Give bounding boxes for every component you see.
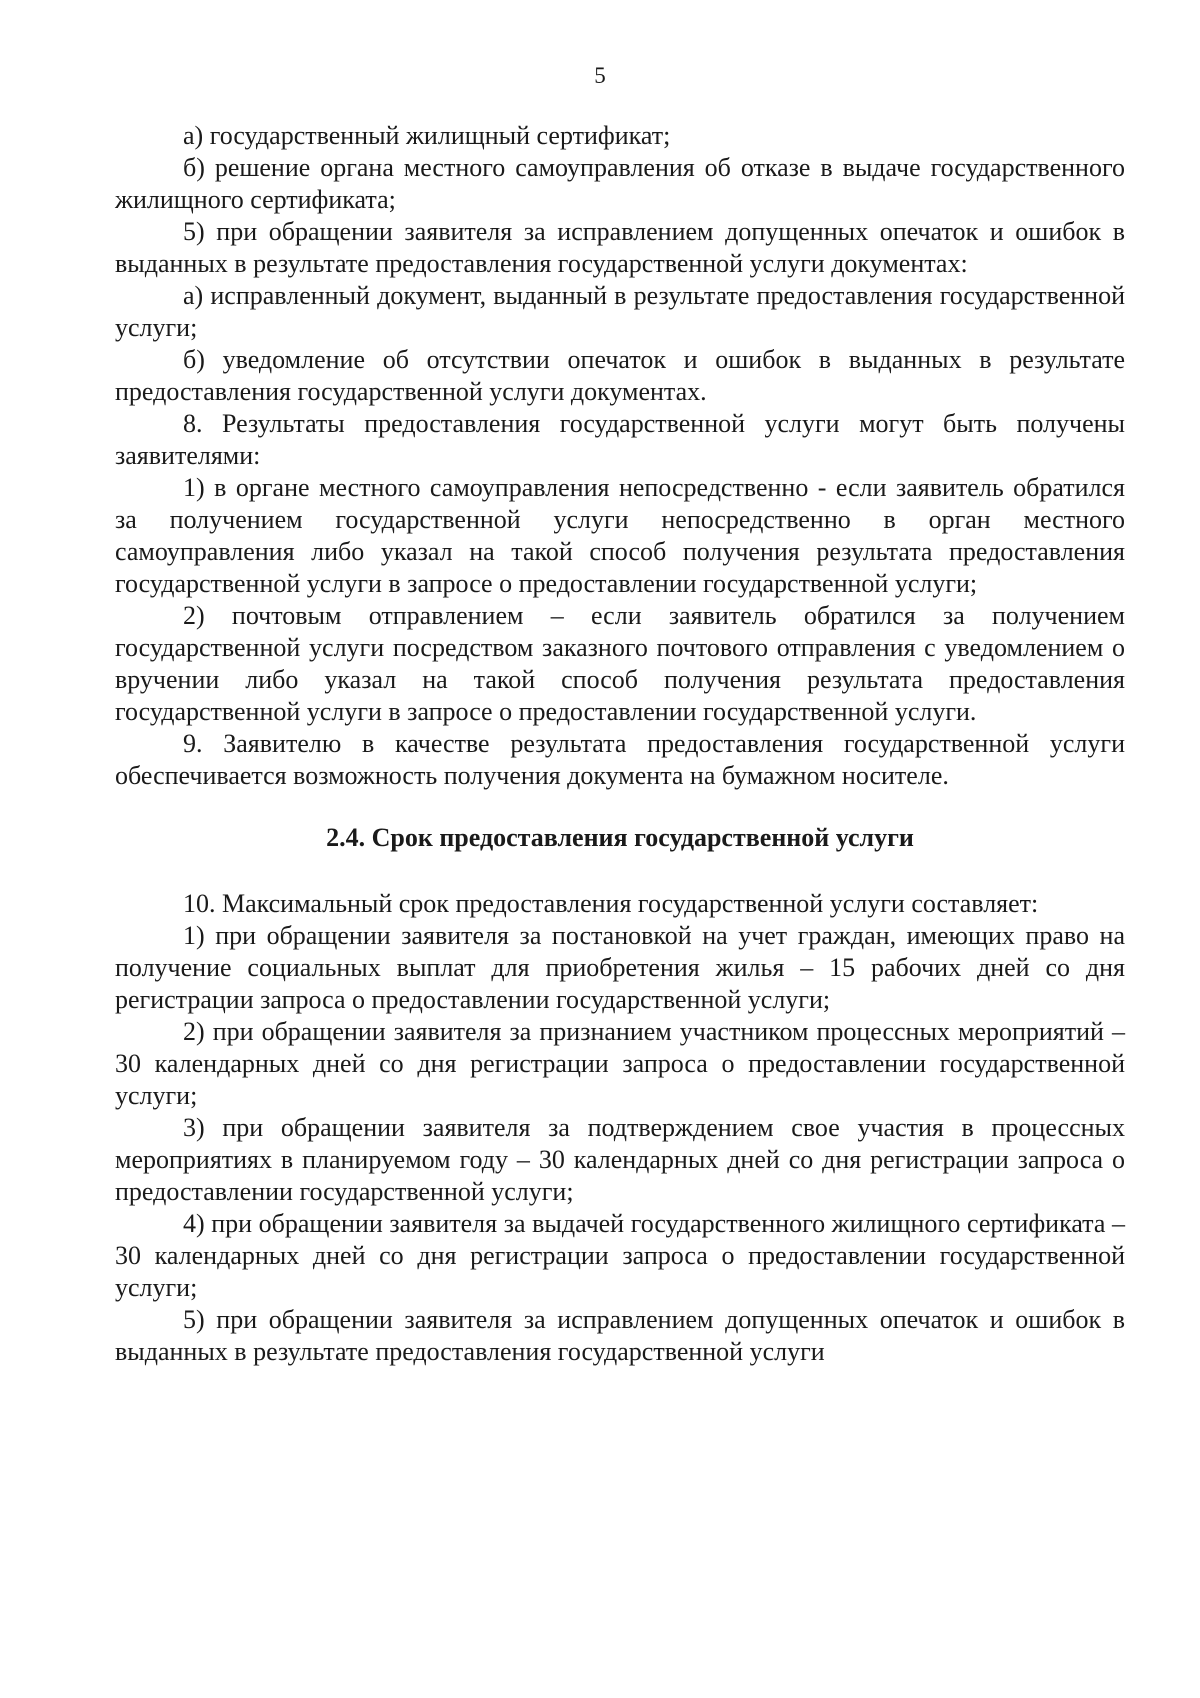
paragraph: 5) при обращении заявителя за исправлением допущенных опечаток и ошибок в выданных в результате предоставления государственной услуги: [115, 1305, 1125, 1366]
paragraph: а) государственный жилищный сертификат;: [183, 121, 671, 150]
paragraph: б) уведомление об отсутствии опечаток и ошибок в выданных в результате предоставления государственной услуги документах.: [115, 345, 1125, 406]
paragraph: 4) при обращении заявителя за выдачей государственного жилищного сертификата – 30 календарных дней со дня регистрации запроса о предоставлении государственной услуги;: [115, 1209, 1125, 1302]
document-body: [115, 120, 1125, 1368]
paragraph: б) решение органа местного самоуправления об отказе в выдаче государственного жилищного сертификата;: [115, 153, 1125, 214]
section-spacer: [115, 854, 1125, 888]
paragraph: 3) при обращении заявителя за подтверждением свое участия в процессных мероприятиях в планируемом году – 30 календарных дней со дня регистрации запроса о предоставлении государственной услуги;: [115, 1113, 1125, 1206]
paragraph: 8. Результаты предоставления государственной услуги могут быть получены заявителями:: [115, 409, 1125, 470]
paragraph: 9. Заявителю в качестве результата предоставления государственной услуги обеспечивается возможность получения документа на бумажном носителе.: [115, 729, 1125, 790]
paragraph: 2) почтовым отправлением – если заявитель обратился за получением государственной услуги посредством заказного почтового отправления с уведомлением о вручении либо указал на такой способ получения результата предоставления государственной услуги в запросе о предоставлении государственной услуги.: [115, 601, 1125, 726]
page-number: 5: [594, 63, 606, 88]
section-heading: 2.4. Срок предоставления государственной услуги: [326, 823, 914, 852]
paragraph: 1) в органе местного самоуправления непосредственно - если заявитель обратился за получением государственной услуги непосредственно в орган местного самоуправления либо указал на такой способ получения результата предоставления государственной услуги в запросе о предоставлении государственной услуги;: [115, 473, 1125, 598]
paragraph: 10. Максимальный срок предоставления государственной услуги составляет:: [183, 889, 1039, 918]
section-spacer: [115, 792, 1125, 822]
paragraph: а) исправленный документ, выданный в результате предоставления государственной услуги;: [115, 281, 1125, 342]
paragraph: 1) при обращении заявителя за постановкой на учет граждан, имеющих право на получение социальных выплат для приобретения жилья – 15 рабочих дней со дня регистрации запроса о предоставлении государственной услуги;: [115, 921, 1125, 1014]
paragraph: 2) при обращении заявителя за признанием участником процессных мероприятий – 30 календарных дней со дня регистрации запроса о предоставлении государственной услуги;: [115, 1017, 1125, 1110]
paragraph: 5) при обращении заявителя за исправлением допущенных опечаток и ошибок в выданных в результате предоставления государственной услуги документах:: [115, 217, 1125, 278]
